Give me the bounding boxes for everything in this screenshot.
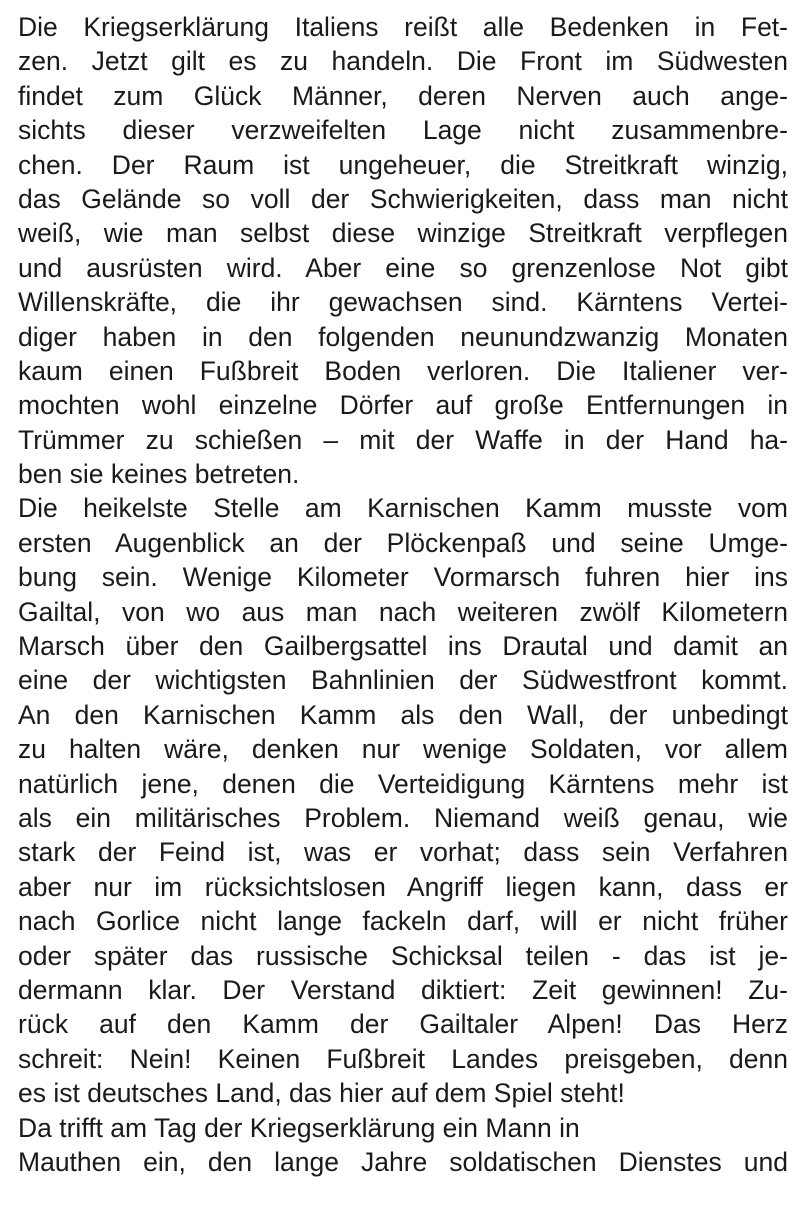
text-line: natürlich jene, denen die Verteidigung Kärntens mehr ist: [18, 768, 788, 799]
text-line: findet zum Glück Männer, deren Nerven auch ange-: [18, 80, 788, 111]
text-line: schreit: Nein! Keinen Fußbreit Landes preisgeben, denn: [18, 1043, 788, 1074]
text-line: Mauthen ein, den lange Jahre soldatischen Dienstes und: [18, 1146, 788, 1177]
text-line: sichts dieser verzweifelten Lage nicht zusammenbre-: [18, 115, 788, 146]
text-line: Trümmer zu schießen – mit der Waffe in der Hand ha-: [18, 424, 788, 455]
text-line: aber nur im rücksichtslosen Angriff liegen kann, dass er: [18, 871, 788, 902]
body-text: [18, 10, 788, 1179]
text-line: ersten Augenblick an der Plöckenpaß und seine Umge-: [18, 527, 788, 558]
paragraph: [18, 1111, 788, 1180]
text-line: eine der wichtigsten Bahnlinien der Südwestfront kommt.: [18, 665, 788, 696]
text-line: oder später das russische Schicksal teilen - das ist je-: [18, 940, 788, 971]
text-line: Willenskräfte, die ihr gewachsen sind. Kärntens Vertei-: [18, 287, 788, 318]
text-line: weiß, wie man selbst diese winzige Streitkraft verpflegen: [18, 218, 788, 249]
text-line: kaum einen Fußbreit Boden verloren. Die Italiener ver-: [18, 355, 788, 386]
text-line: und ausrüsten wird. Aber eine so grenzenlose Not gibt: [18, 252, 788, 283]
text-line: chen. Der Raum ist ungeheuer, die Streitkraft winzig,: [18, 149, 788, 180]
text-line: Da trifft am Tag der Kriegserklärung ein Mann in: [18, 1112, 580, 1143]
text-line: stark der Feind ist, was er vorhat; dass sein Verfahren: [18, 837, 788, 868]
text-line: dermann klar. Der Verstand diktiert: Zeit gewinnen! Zu-: [18, 974, 788, 1005]
paragraph: [18, 491, 788, 1110]
text-line: es ist deutsches Land, das hier auf dem Spiel steht!: [18, 1078, 625, 1109]
text-line: das Gelände so voll der Schwierigkeiten, dass man nicht: [18, 183, 788, 214]
text-line: An den Karnischen Kamm als den Wall, der unbedingt: [18, 699, 788, 730]
text-line: Gailtal, von wo aus man nach weiteren zwölf Kilometern: [18, 596, 788, 627]
text-line: Die heikelste Stelle am Karnischen Kamm musste vom: [18, 493, 788, 524]
text-line: diger haben in den folgenden neunundzwanzig Monaten: [18, 321, 788, 352]
text-line: bung sein. Wenige Kilometer Vormarsch fuhren hier ins: [18, 562, 788, 593]
text-line: mochten wohl einzelne Dörfer auf große Entfernungen in: [18, 390, 788, 421]
paragraph: [18, 10, 788, 491]
text-line: nach Gorlice nicht lange fackeln darf, will er nicht früher: [18, 906, 788, 937]
text-line: Marsch über den Gailbergsattel ins Drautal und damit an: [18, 631, 788, 662]
text-line: rück auf den Kamm der Gailtaler Alpen! Das Herz: [18, 1009, 788, 1040]
text-line: ben sie keines betreten.: [18, 459, 300, 490]
text-line: zu halten wäre, denken nur wenige Soldaten, vor allem: [18, 734, 788, 765]
text-line: zen. Jetzt gilt es zu handeln. Die Front im Südwesten: [18, 46, 788, 77]
text-line: Die Kriegserklärung Italiens reißt alle Bedenken in Fet-: [18, 12, 788, 42]
text-line: als ein militärisches Problem. Niemand weiß genau, wie: [18, 802, 788, 833]
